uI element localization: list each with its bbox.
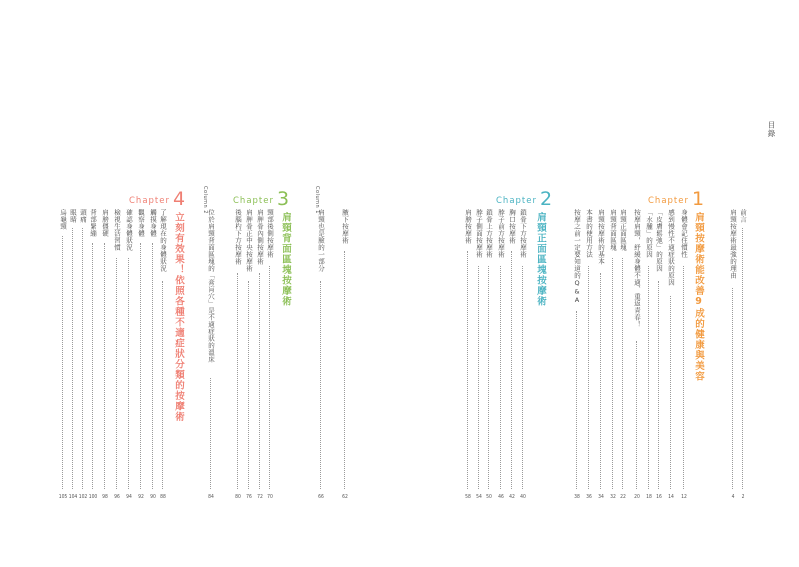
leader-dots [92, 243, 93, 489]
toc-entry-page: 36 [586, 494, 592, 500]
leader-dots [478, 266, 479, 490]
toc-entry-text: 身體會記住慣性 [680, 209, 688, 258]
toc-entry[interactable] [158, 209, 168, 509]
toc-entry[interactable] [124, 209, 134, 509]
toc-entry-page: 46 [498, 494, 504, 500]
leader-dots [82, 228, 83, 489]
toc-entry-page: 102 [78, 494, 88, 500]
leader-dots [248, 281, 249, 490]
toc-entry-page: 4 [731, 494, 735, 500]
toc-entry-page: 90 [150, 494, 156, 500]
toc-entry[interactable] [265, 209, 275, 509]
leader-dots [152, 243, 153, 489]
toc-entry-page: 32 [610, 494, 616, 500]
toc-entry[interactable] [644, 209, 654, 509]
toc-entry-text: 鎖骨下方按摩術 [519, 209, 527, 258]
toc-entry-text: 肩頸背面區塊 [609, 209, 617, 251]
leader-dots [612, 258, 613, 489]
toc-entry[interactable] [100, 209, 110, 509]
toc-entry-text: 脖子側面按摩術 [475, 209, 483, 258]
toc-entry-text: 鎖骨上方按摩術 [485, 209, 493, 258]
toc-entry[interactable] [738, 209, 748, 509]
toc-entry-page: 16 [656, 494, 662, 500]
toc-entry-text: 前言 [739, 209, 747, 223]
toc-entry-text: 頭痛 [79, 209, 87, 223]
column-2-label: Column 2 [202, 186, 208, 214]
chapter-2-word: Chapter [496, 196, 537, 206]
leader-dots [128, 258, 129, 489]
toc-entry[interactable] [666, 209, 676, 509]
leader-dots [259, 273, 260, 489]
toc-entry-text: 肩膀按摩術 [464, 209, 472, 244]
toc-entry-text: 胸口按摩術 [508, 209, 516, 244]
leader-dots [732, 288, 733, 489]
leader-dots [269, 266, 270, 490]
chapter-4-title: 立刻有效果！依照各種不適症狀分類的按摩術 [173, 212, 184, 422]
toc-entry-page: 58 [465, 494, 471, 500]
leader-dots [670, 296, 671, 490]
toc-entry-page: 14 [668, 494, 674, 500]
toc-entry[interactable] [78, 209, 88, 509]
toc-entry-page: 84 [208, 494, 214, 500]
toc-entry-text: 肩頸正面區塊 [619, 209, 627, 251]
toc-entry-text: 脖子前方按摩術 [497, 209, 505, 258]
leader-dots [320, 281, 321, 490]
toc-entry-page: 2 [741, 494, 745, 500]
leader-dots [488, 266, 489, 490]
toc-entry-text: 位於肩頸背面區塊的「膏肓穴」是不適症狀的溫床 [207, 209, 215, 363]
toc-entry-page: 34 [598, 494, 604, 500]
chapter-2-number: 2 [539, 188, 553, 210]
toc-entry[interactable] [463, 209, 473, 509]
toc-entry[interactable] [484, 209, 494, 509]
leader-dots [683, 266, 684, 490]
toc-entry-page: 42 [509, 494, 515, 500]
toc-entry-text: 感到慢性不適症狀的原因 [667, 209, 675, 286]
leader-dots [511, 251, 512, 490]
toc-entry-page: 40 [520, 494, 526, 500]
toc-entry-page: 92 [138, 494, 144, 500]
leader-dots [104, 243, 105, 489]
leader-dots [576, 311, 577, 490]
chapter-2-heading [496, 188, 552, 210]
toc-entry[interactable] [58, 209, 68, 509]
chapter-1-heading [648, 188, 704, 210]
chapter-4-number: 4 [172, 188, 186, 210]
toc-entry[interactable] [572, 209, 582, 509]
toc-entry-page: 72 [257, 494, 263, 500]
toc-entry-page: 38 [574, 494, 580, 500]
toc-entry-text: 按摩肩頸，紓緩身體不適、重返青春！ [633, 209, 641, 328]
toc-entry[interactable] [728, 209, 738, 509]
leader-dots [72, 228, 73, 489]
leader-dots [648, 266, 649, 490]
chapter-1-title: 肩頸按摩術能改善9成的健康與美容 [693, 212, 704, 382]
leader-dots [162, 281, 163, 490]
leader-dots [500, 266, 501, 490]
toc-entry-text: 本書的使用方法 [585, 209, 593, 258]
toc-entry-page: 96 [114, 494, 120, 500]
toc-entry[interactable] [68, 209, 78, 509]
toc-entry-page: 54 [476, 494, 482, 500]
toc-entry[interactable] [507, 209, 517, 509]
chapter-3-heading [233, 188, 289, 210]
toc-entry-text: 觸摸身體 [149, 209, 157, 237]
toc-entry-text: 後腦杓下方按摩術 [234, 209, 242, 265]
toc-entry-page: 66 [318, 494, 324, 500]
toc-entry[interactable] [136, 209, 146, 509]
column-1-label: Column 1 [314, 186, 320, 214]
toc-entry-text: 烏龜頸 [59, 209, 67, 230]
toc-entry[interactable] [584, 209, 594, 509]
toc-entry[interactable] [112, 209, 122, 509]
toc-entry-page: 76 [246, 494, 252, 500]
toc-entry-page: 18 [646, 494, 652, 500]
toc-entry-text: 肩頸也是臉的一部分 [317, 209, 325, 272]
leader-dots [658, 281, 659, 490]
toc-entry-page: 94 [126, 494, 132, 500]
toc-entry[interactable] [244, 209, 254, 509]
toc-entry[interactable] [255, 209, 265, 509]
toc-entry-text: 「水腫」的原因 [645, 209, 653, 258]
toc-entry-page: 70 [267, 494, 273, 500]
toc-entry[interactable] [654, 209, 664, 509]
chapter-3-word: Chapter [233, 196, 274, 206]
leader-dots [140, 243, 141, 489]
toc-entry-text: 「皮膚鬆弛」的原因 [655, 209, 663, 272]
toc-entry-text: 肩頸按摩術的基本 [597, 209, 605, 265]
toc-entry-page: 12 [681, 494, 687, 500]
leader-dots [467, 251, 468, 490]
chapter-4-word: Chapter [129, 196, 170, 206]
toc-entry[interactable] [148, 209, 158, 509]
leader-dots [622, 258, 623, 489]
toc-entry-page: 88 [160, 494, 166, 500]
toc-entry-text: 肩胛骨內側按摩術 [256, 209, 264, 265]
toc-entry-page: 20 [634, 494, 640, 500]
toc-entry[interactable] [618, 209, 628, 509]
toc-entry-page: 98 [102, 494, 108, 500]
leader-dots [522, 266, 523, 490]
toc-entry[interactable] [679, 209, 689, 509]
toc-entry-text: 腋下按摩術 [341, 209, 349, 244]
toc-entry[interactable] [518, 209, 528, 509]
toc-entry-text: 肩頸按摩術最強的理由 [729, 209, 737, 279]
leader-dots [210, 378, 211, 489]
toc-entry-page: 105 [58, 494, 68, 500]
chapter-4-heading [129, 188, 185, 210]
toc-entry[interactable] [596, 209, 606, 509]
toc-entry[interactable] [474, 209, 484, 509]
toc-entry[interactable] [233, 209, 243, 509]
leader-dots [742, 228, 743, 489]
toc-entry[interactable] [316, 209, 326, 509]
toc-entry-text: 眼睛 [69, 209, 77, 223]
leader-dots [237, 273, 238, 489]
chapter-1-number: 1 [691, 188, 705, 210]
toc-entry-text: 觀察身體 [137, 209, 145, 237]
toc-entry-text: 按摩之前一定要知道的Q&A [573, 209, 581, 305]
toc-entry[interactable] [206, 209, 216, 509]
chapter-2-title: 肩頸正面區塊按摩術 [535, 212, 546, 307]
toc-title: 目錄 [767, 121, 776, 138]
chapter-1-word: Chapter [648, 196, 689, 206]
chapter-3-title: 肩頸背面區塊按摩術 [280, 212, 291, 307]
leader-dots [636, 341, 637, 490]
toc-entry[interactable] [608, 209, 618, 509]
toc-entry[interactable] [340, 209, 350, 509]
toc-entry-page: 104 [68, 494, 78, 500]
leader-dots [344, 251, 345, 490]
toc-entry-page: 100 [88, 494, 98, 500]
leader-dots [116, 258, 117, 489]
toc-entry[interactable] [496, 209, 506, 509]
leader-dots [62, 236, 63, 490]
toc-entry[interactable] [88, 209, 98, 509]
toc-entry-page: 80 [235, 494, 241, 500]
toc-entry-text: 確認身體狀況 [125, 209, 133, 251]
toc-entry-text: 背部緊繃 [89, 209, 97, 237]
toc-entry-text: 肩膀僵硬 [101, 209, 109, 237]
toc-entry-text: 肩胛骨正中央按摩術 [245, 209, 253, 272]
leader-dots [600, 273, 601, 489]
toc-entry-text: 頸部後側按摩術 [266, 209, 274, 258]
toc-entry-text: 了解現在的身體狀況 [159, 209, 167, 272]
toc-entry-page: 50 [486, 494, 492, 500]
leader-dots [588, 266, 589, 490]
toc-entry[interactable] [632, 209, 642, 509]
toc-entry-page: 62 [342, 494, 348, 500]
chapter-3-number: 3 [276, 188, 290, 210]
toc-entry-text: 檢視生活習慣 [113, 209, 121, 251]
toc-entry-page: 22 [620, 494, 626, 500]
